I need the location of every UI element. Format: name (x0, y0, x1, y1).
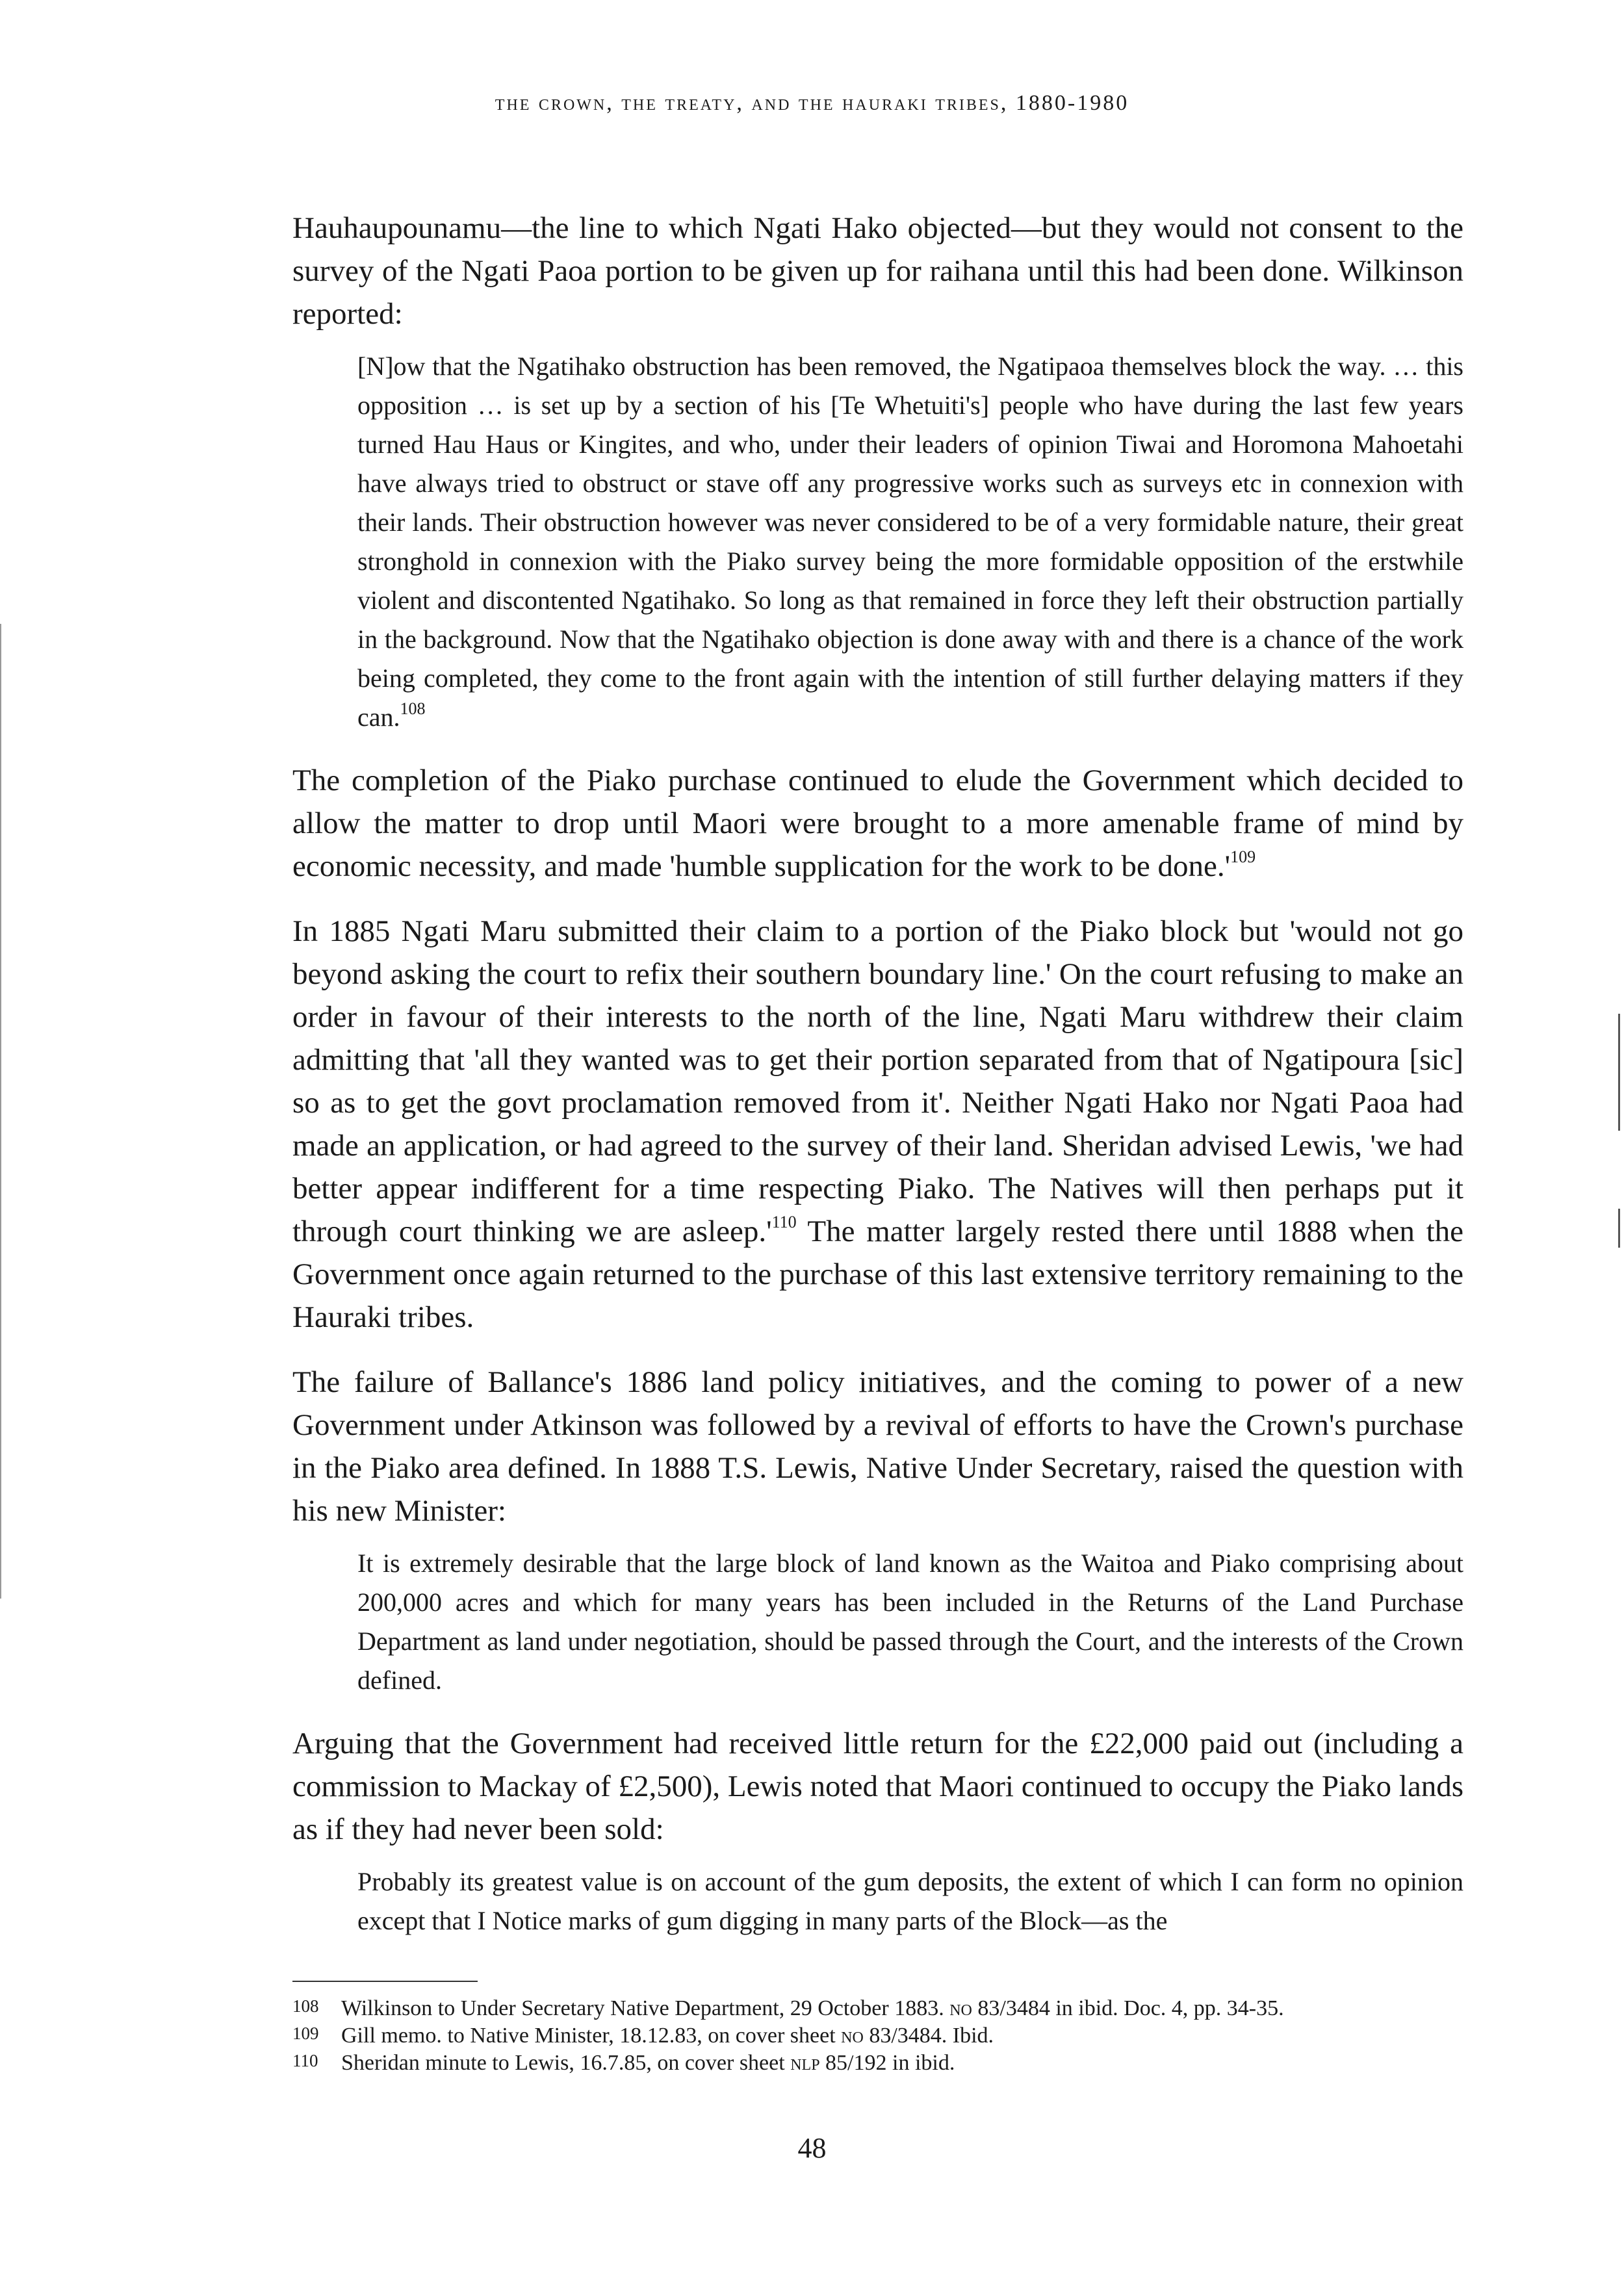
quote-text: [N]ow that the Ngatihako obstruction has been removed, the Ngatipaoa themselves block the way. … this opposition … is set up by a section of his [Te Whetuiti's] people who have during the last few years turned Hau Haus or Kingites, and who, under their leaders of opinion Tiwai and Horomona Mahoetahi have always tried to obstruct or stave off any progressive works such as surveys etc in connexion with their lands. Their obstruction however was never considered to be of a very formidable nature, their great stronghold in connexion with the Piako survey being the more formidable opposition of the erstwhile violent and discontented Ngatihako. So long as that remained in force they left their obstruction partially in the background. Now that the Ngatihako objection is done away with and there is a chance of the work being completed, they come to the front again with the intention of still further delaying matters if they can. (357, 352, 1463, 732)
footnote (292, 2050, 1463, 2077)
footnote-text (341, 2050, 955, 2077)
paragraph (292, 759, 1463, 888)
scan-edge-mark (1618, 1014, 1620, 1131)
page-number: 48 (797, 2132, 827, 2164)
block-quote (357, 347, 1463, 737)
footnote (292, 2022, 1463, 2050)
paragraph-text: The completion of the Piako purchase continued to elude the Government which decided to allow the matter to drop until Maori were brought to a more amenable frame of mind by economic necessity, and made 'humble supplication for the work to be done.' (292, 764, 1463, 883)
footnote-text-part: 83/3484. Ibid. (863, 2024, 994, 2048)
footnote-ref: 109 (1230, 847, 1256, 867)
paragraph-text: In 1885 Ngati Maru submitted their claim to a portion of the Piako block but 'would not go beyond asking the court to refix their southern boundary line.' On the court refusing to make an order in favour of their interests to the north of the line, Ngati Maru withdrew their claim admitting that 'all they wanted was to get their portion separated from that of Ngatipoura [sic] so as to get the govt proclamation removed from it'. Neither Ngati Hako nor Ngati Paoa had made an application, or had agreed to the survey of their land. Sheridan advised Lewis, 'we had better appear indifferent for a time respecting Piako. The Natives will then perhaps put it through court thinking we are asleep.' (292, 914, 1463, 1248)
footnote-ref: 108 (400, 699, 426, 718)
block-quote: Probably its greatest value is on account of the gum deposits, the extent of which I can form no opinion except that I Notice marks of gum digging in many parts of the Block—as the (357, 1867, 1463, 1935)
footnote-ref: 110 (771, 1213, 797, 1232)
scan-edge-mark (0, 624, 1, 1599)
footnote-text-part: 85/192 in ibid. (819, 2051, 955, 2075)
footnote-abbrev: no (841, 2024, 864, 2048)
footnote-text (341, 1995, 1284, 2022)
running-header: the crown, the treaty, and the hauraki tribes, 1880-1980 (495, 91, 1129, 115)
footnote-number: 108 (292, 1996, 319, 2016)
footnote (292, 1995, 1463, 2022)
footnote-abbrev: nlp (790, 2051, 820, 2075)
footnote-divider (292, 1981, 478, 1982)
body-text (292, 207, 1463, 1940)
footnotes (292, 1995, 1463, 2077)
paragraph-text: The matter largely rested there until 1888 when the Government once again returned to the purchase of this last extensive territory remaining to the Hauraki tribes. (292, 1215, 1463, 1334)
paragraph: Hauhaupounamu—the line to which Ngati Hako objected—but they would not consent to the survey of the Ngati Paoa portion to be given up for raihana until this had been done. Wilkinson reported: (292, 211, 1463, 331)
footnote-text (341, 2022, 994, 2050)
footnote-text-part: Wilkinson to Under Secretary Native Department, 29 October 1883. (341, 1996, 950, 2020)
block-quote: It is extremely desirable that the large block of land known as the Waitoa and Piako comprising about 200,000 acres and which for many years has been included in the Returns of the Land Purchase Department as land under negotiation, should be passed through the Court, and the interests of the Crown defined. (357, 1549, 1463, 1695)
scan-edge-mark (1618, 1209, 1620, 1248)
paragraph: The failure of Ballance's 1886 land policy initiatives, and the coming to power of a new Government under Atkinson was followed by a revival of efforts to have the Crown's purchase in the Piako area defined. In 1888 T.S. Lewis, Native Under Secretary, raised the question with his new Minister: (292, 1365, 1463, 1528)
footnote-text-part: 83/3484 in ibid. Doc. 4, pp. 34-35. (972, 1996, 1284, 2020)
footnote-text-part: Sheridan minute to Lewis, 16.7.85, on cover sheet (341, 2051, 791, 2075)
paragraph (292, 910, 1463, 1339)
footnote-number: 110 (292, 2051, 318, 2070)
footnote-number: 109 (292, 2024, 319, 2043)
footnote-abbrev: no (949, 1996, 972, 2020)
paragraph: Arguing that the Government had received little return for the £22,000 paid out (including a commission to Mackay of £2,500), Lewis noted that Maori continued to occupy the Piako lands as if they had never been sold: (292, 1727, 1463, 1846)
footnote-text-part: Gill memo. to Native Minister, 18.12.83, on cover sheet (341, 2024, 842, 2048)
